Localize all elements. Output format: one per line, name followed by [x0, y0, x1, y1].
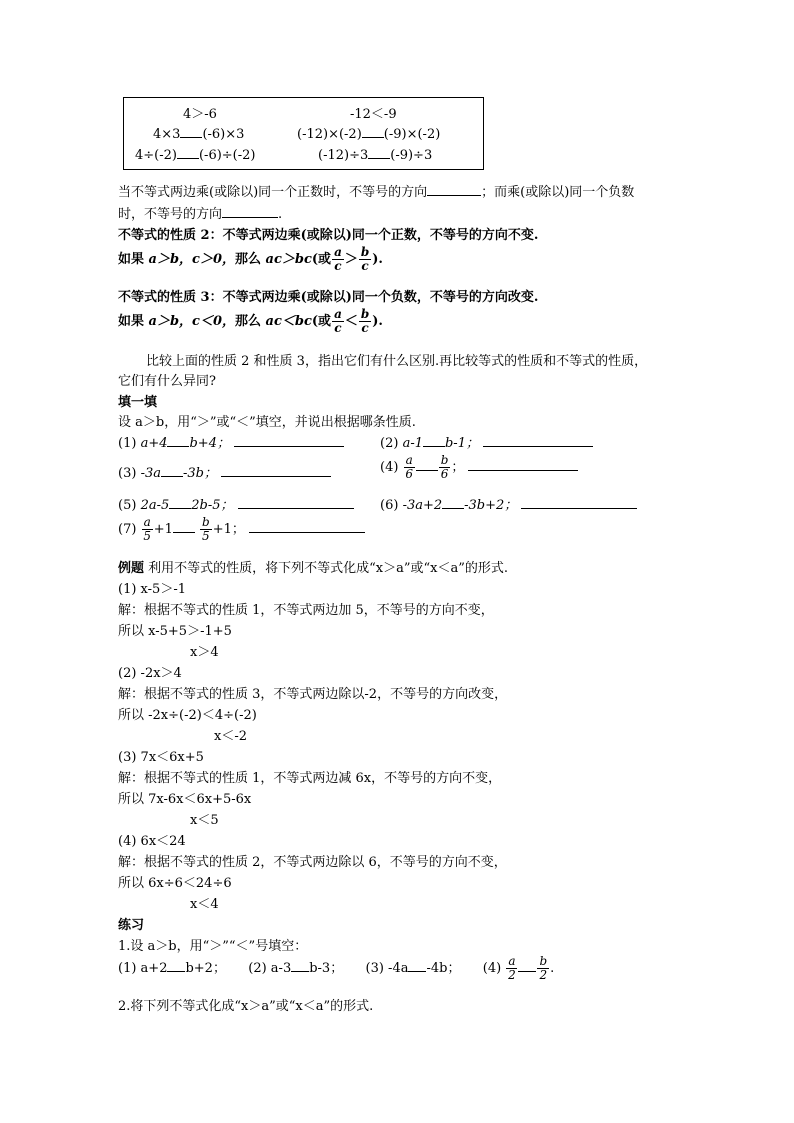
answer-blank[interactable] [222, 205, 278, 218]
item-right: 2b-5； [191, 498, 234, 513]
property2-close: ). [372, 252, 383, 267]
property2-if: 如果 [118, 252, 149, 267]
answer-blank[interactable] [423, 434, 445, 447]
item-number: (6) [380, 498, 399, 513]
item-number: (7) [118, 522, 137, 537]
example-step-1b: x＞4 [190, 645, 219, 660]
property3-condition: a＞b，c＜0， [148, 314, 236, 329]
example-solution-4: 解：根据不等式的性质 2，不等式两边除以 6，不等号的方向不变， [118, 855, 507, 870]
fill-item-1 [118, 432, 344, 451]
answer-blank[interactable] [416, 458, 438, 471]
property3-op: ＜ [344, 314, 358, 329]
example-step-3a: 所以 7x-6x＜6x+5-6x [118, 792, 252, 807]
box-r3-left-b: (-6)÷(-2) [198, 148, 256, 163]
answer-blank[interactable] [173, 520, 195, 533]
practice-q2: 2.将下列不等式化成“x＞a”或“x＜a”的形式. [118, 999, 374, 1014]
item-left: -3a [140, 466, 161, 481]
compare-line1: 比较上面的性质 2 和性质 3，指出它们有什么区别.再比较等式的性质和不等式的性质， [146, 354, 648, 369]
box-r2-right-b: (-9)×(-2) [383, 127, 441, 142]
reason-blank[interactable] [249, 520, 365, 533]
answer-blank[interactable] [161, 464, 183, 477]
example-step-2a: 所以 -2x÷(-2)＜4÷(-2) [118, 708, 257, 723]
fraction: $\frac{a}{c}$ [334, 307, 342, 335]
reason-blank[interactable] [483, 434, 593, 447]
item-left: +1 [153, 522, 173, 537]
example-solution-2: 解：根据不等式的性质 3，不等式两边除以-2，不等号的方向改变， [118, 687, 508, 702]
example-problem-4: (4) 6x＜24 [118, 834, 186, 849]
answer-blank[interactable] [368, 146, 390, 159]
example-heading [118, 557, 508, 576]
example-text: 利用不等式的性质，将下列不等式化成“x＞a”或“x＜a”的形式. [144, 561, 509, 576]
box-r2-left-b: (-6)×3 [202, 127, 245, 142]
fraction: $\frac{b}{6}$ [440, 453, 449, 481]
box-r3-right [318, 146, 432, 163]
fill-item-4 [380, 454, 578, 481]
fraction: $\frac{b}{c}$ [360, 245, 370, 273]
property3-statement [118, 308, 383, 335]
para1-text-d: . [278, 207, 283, 222]
answer-blank[interactable] [408, 959, 426, 972]
answer-blank[interactable] [167, 434, 189, 447]
property2-title: 不等式的性质 2：不等式两边乘(或除以)同一个正数，不等号的方向不变. [118, 228, 539, 243]
box-r3-left [135, 146, 256, 163]
answer-blank[interactable] [362, 125, 384, 138]
example-problem-2: (2) -2x＞4 [118, 666, 182, 681]
practice-title: 练习 [118, 918, 145, 933]
item-number: (5) [118, 498, 137, 513]
reason-blank[interactable] [221, 464, 331, 477]
reason-blank[interactable] [468, 458, 578, 471]
answer-blank[interactable] [167, 959, 185, 972]
item-right: b+4； [189, 436, 230, 451]
practice-q1: 1.设 a＞b，用“＞”“＜”号填空： [118, 939, 308, 954]
item-number: (4) [380, 460, 399, 475]
fraction: $\frac{a}{5}$ [143, 515, 151, 543]
example-label: 例题 [118, 561, 145, 576]
fill-item-7 [118, 516, 365, 543]
item-end: . [550, 961, 555, 976]
property2-op: ＞ [344, 252, 358, 267]
para1-line2 [118, 203, 282, 222]
box-r2-left-a: 4×3 [153, 127, 181, 142]
reason-blank[interactable] [234, 434, 344, 447]
property3-then: 那么 [235, 314, 266, 329]
compare-line2: 它们有什么异同? [118, 374, 216, 389]
fill-title: 填一填 [118, 395, 158, 410]
item-end: ； [451, 460, 465, 475]
item-left: (2) a-3 [248, 961, 292, 976]
item-right: -3b+2； [464, 498, 518, 513]
item-number: (2) [380, 436, 399, 451]
item-right: b+2； [185, 961, 226, 976]
property2-or: (或 [311, 252, 332, 267]
reason-blank[interactable] [238, 496, 354, 509]
fraction: $\frac{b}{c}$ [360, 307, 370, 335]
para1-line1 [118, 181, 634, 200]
answer-blank[interactable] [518, 959, 536, 972]
fraction: $\frac{a}{c}$ [334, 245, 342, 273]
example-step-2b: x＜-2 [214, 729, 247, 744]
para1-text-a: 当不等式两边乘(或除以)同一个正数时，不等号的方向 [118, 185, 428, 200]
property2-condition: a＞b，c＞0， [148, 252, 236, 267]
property2-then: 那么 [235, 252, 266, 267]
item-number: (3) [118, 466, 137, 481]
item-left: a+4 [140, 436, 168, 451]
reason-blank[interactable] [521, 496, 637, 509]
example-solution-1: 解：根据不等式的性质 1，不等式两边加 5，不等号的方向不变， [118, 603, 494, 618]
box-r3-right-b: (-9)÷3 [390, 148, 433, 163]
item-left: (3) -4a [365, 961, 409, 976]
para1-text-c: 时，不等号的方向 [118, 207, 223, 222]
item-right: -4b； [426, 961, 461, 976]
box-r2-right-a: (-12)×(-2) [297, 127, 362, 142]
example-problem-3: (3) 7x＜6x+5 [118, 750, 204, 765]
property2-result: ac＞bc [265, 252, 312, 267]
fill-item-5 [118, 494, 354, 513]
example-step-1a: 所以 x-5+5＞-1+5 [118, 624, 232, 639]
example-solution-3: 解：根据不等式的性质 1，不等式两边减 6x，不等号的方向不变， [118, 771, 502, 786]
answer-blank[interactable] [180, 125, 202, 138]
item-right: -3b； [182, 466, 217, 481]
fraction: $\frac{a}{2}$ [508, 954, 516, 982]
answer-blank[interactable] [427, 183, 481, 196]
fill-item-3 [118, 462, 331, 481]
property2-statement [118, 246, 383, 273]
example-step-3b: x＜5 [190, 813, 219, 828]
practice-q1-items [118, 955, 554, 982]
item-right: b-3； [309, 961, 344, 976]
answer-blank[interactable] [169, 496, 191, 509]
answer-blank[interactable] [442, 496, 464, 509]
para1-text-b: ；而乘(或除以)同一个负数 [481, 185, 635, 200]
box-r2-right [297, 125, 440, 142]
example-problem-1: (1) x-5＞-1 [118, 582, 186, 597]
fill-intro: 设 a＞b，用“＞”或“＜”填空，并说出根据哪条性质. [118, 415, 416, 430]
item-right: b-1； [444, 436, 479, 451]
fraction: $\frac{a}{6}$ [405, 453, 413, 481]
item-left: -3a+2 [402, 498, 443, 513]
item-left: (1) a+2 [118, 961, 168, 976]
fraction: $\frac{b}{5}$ [202, 515, 210, 543]
property3-title: 不等式的性质 3：不等式两边乘(或除以)同一个负数，不等号的方向改变. [118, 290, 539, 305]
property3-close: ). [372, 314, 383, 329]
box-r1-right: -12＜-9 [350, 107, 397, 122]
fraction: $\frac{b}{2}$ [539, 954, 548, 982]
box-r1-left: 4＞-6 [183, 107, 217, 122]
fill-item-6 [380, 494, 637, 513]
item-left: 2a-5 [140, 498, 170, 513]
property3-result: ac＜bc [265, 314, 312, 329]
item-number: (4) [482, 961, 502, 976]
item-number: (1) [118, 436, 137, 451]
box-r2-left [153, 125, 244, 142]
answer-blank[interactable] [291, 959, 309, 972]
box-r3-left-a: 4÷(-2) [135, 148, 177, 163]
item-right: +1； [212, 522, 245, 537]
example-step-4a: 所以 6x÷6＜24÷6 [118, 876, 232, 891]
fill-item-2 [380, 432, 593, 451]
box-r3-right-a: (-12)÷3 [318, 148, 369, 163]
answer-blank[interactable] [177, 146, 199, 159]
property3-if: 如果 [118, 314, 149, 329]
example-step-4b: x＜4 [190, 897, 219, 912]
item-left: a-1 [402, 436, 423, 451]
property3-or: (或 [311, 314, 332, 329]
